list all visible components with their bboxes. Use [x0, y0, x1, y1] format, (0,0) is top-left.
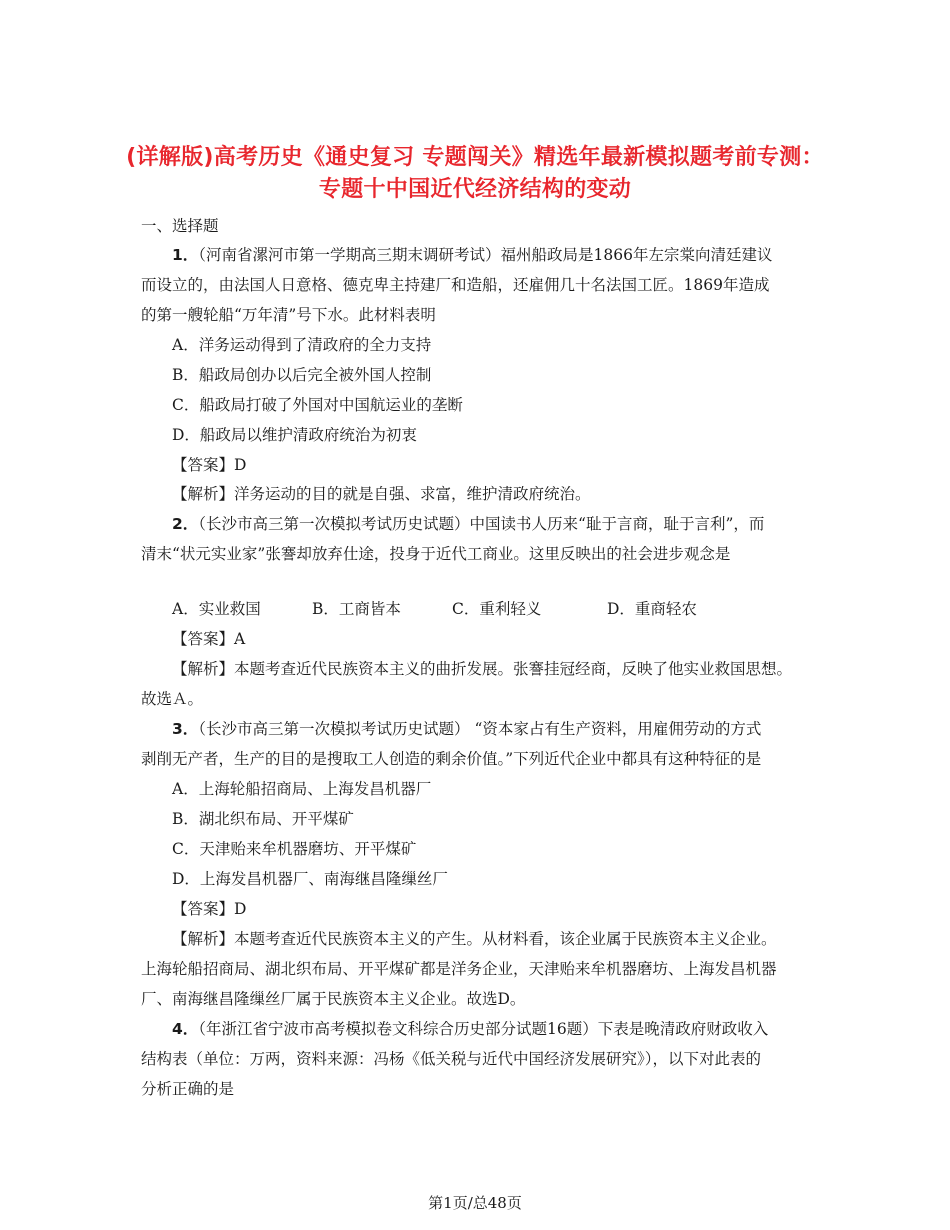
- question-3-analysis-line-3: 厂、南海继昌隆缫丝厂属于民族资本主义企业。故选D。: [141, 990, 526, 1008]
- question-3-option-c: C．天津贻来牟机器磨坊、开平煤矿: [172, 840, 417, 858]
- question-1-text: （河南省漯河市第一学期高三期末调研考试）福州船政局是1866年左宗棠向清廷建议: [198, 246, 773, 264]
- section-heading: 一、选择题: [141, 217, 219, 235]
- question-1-line-2: 而设立的，由法国人日意格、德克卑主持建厂和造船，还雇佣几十名法国工匠。1869年造成: [141, 276, 770, 294]
- question-3-line-2: 剥削无产者，生产的目的是搜取工人创造的剩余价值。”下列近代企业中都具有这种特征的是: [141, 750, 762, 768]
- question-1-option-a: A．洋务运动得到了清政府的全力支持: [172, 336, 432, 354]
- question-1-line-3: 的第一艘轮船“万年清”号下水。此材料表明: [141, 306, 436, 324]
- question-2-answer: 【答案】A: [172, 630, 246, 648]
- question-2-line-2: 清末“状元实业家”张謇却放弃仕途，投身于近代工商业。这里反映出的社会进步观念是: [141, 545, 731, 563]
- question-1-number: 1．: [172, 246, 199, 264]
- document-title-line-2: 专题十中国近代经济结构的变动: [318, 177, 632, 202]
- question-2-analysis-line-1: 【解析】本题考查近代民族资本主义的曲折发展。张謇挂冠经商，反映了他实业救国思想。: [172, 660, 793, 678]
- question-1-option-c: C．船政局打破了外国对中国航运业的垄断: [172, 396, 463, 414]
- question-4-line-1: [172, 1019, 768, 1039]
- question-2-text: （长沙市高三第一次模拟考试历史试题）中国读书人历来“耻于言商，耻于言利”，而: [198, 515, 765, 533]
- question-3-number: 3．: [172, 720, 199, 738]
- question-1-option-d: D．船政局以维护清政府统治为初衷: [172, 426, 417, 444]
- question-4-text: （年浙江省宁波市高考模拟卷文科综合历史部分试题16题）下表是晚清政府财政收入: [198, 1020, 769, 1038]
- question-1-analysis: 【解析】洋务运动的目的就是自强、求富，维护清政府统治。: [172, 485, 591, 503]
- question-3-option-d: D．上海发昌机器厂、南海继昌隆缫丝厂: [172, 870, 448, 888]
- question-3-option-a: A．上海轮船招商局、上海发昌机器厂: [172, 780, 432, 798]
- question-4-number: 4．: [172, 1020, 199, 1038]
- question-3-option-b: B．湖北织布局、开平煤矿: [172, 810, 354, 828]
- question-3-answer: 【答案】D: [172, 900, 247, 918]
- question-2-option-d: D．重商轻农: [607, 600, 697, 618]
- question-3-analysis-line-1: 【解析】本题考查近代民族资本主义的产生。从材料看，该企业属于民族资本主义企业。: [172, 930, 777, 948]
- question-2-number: 2．: [172, 515, 199, 533]
- question-2-option-c: C．重利轻义: [452, 600, 542, 618]
- question-2-options: [172, 599, 697, 619]
- question-3-analysis-line-2: 上海轮船招商局、湖北织布局、开平煤矿都是洋务企业，天津贻来牟机器磨坊、上海发昌机器: [141, 960, 777, 978]
- question-1-option-b: B．船政局创办以后完全被外国人控制: [172, 366, 432, 384]
- question-2-analysis-line-2: 故选Ａ。: [141, 690, 204, 708]
- question-4-line-2: 结构表（单位：万两，资料来源：冯杨《低关税与近代中国经济发展研究》），以下对此表的: [141, 1050, 762, 1068]
- page-footer: 第1页/总48页: [428, 1194, 522, 1212]
- question-3-text: （长沙市高三第一次模拟考试历史试题） “资本家占有生产资料，用雇佣劳动的方式: [198, 720, 762, 738]
- question-2-line-1: [172, 514, 764, 534]
- document-title-line-1: (详解版)高考历史《通史复习 专题闯关》精选年最新模拟题考前专测：: [126, 145, 824, 170]
- question-2-option-a: A．实业救国: [172, 600, 261, 618]
- question-1-answer: 【答案】D: [172, 456, 247, 474]
- question-4-line-3: 分析正确的是: [141, 1080, 235, 1098]
- question-3-line-1: [172, 719, 761, 739]
- question-2-option-b: B．工商皆本: [312, 600, 401, 618]
- question-1-line-1: [172, 245, 773, 265]
